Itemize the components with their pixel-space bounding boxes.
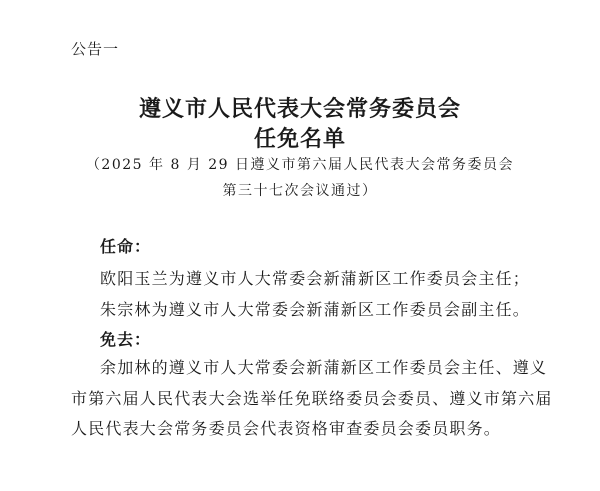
document-title-line-2: 任免名单 bbox=[253, 126, 346, 152]
adoption-note-line-1: （2025 年 8 月 29 日遵义市第六届人民代表大会常务委员会 bbox=[85, 157, 515, 173]
removal-line: 余加林的遵义市人大常委会新蒲新区工作委员会主任、遵义 bbox=[100, 358, 548, 377]
adoption-note-line-2: 第三十七次会议通过） bbox=[222, 183, 378, 199]
removal-line: 市第六届人民代表大会选举任免联络委员会委员、遵义市第六届 bbox=[71, 388, 553, 408]
removal-paragraph bbox=[71, 353, 553, 445]
appointment-item: 欧阳玉兰为遵义市人大常委会新蒲新区工作委员会主任； bbox=[100, 269, 531, 288]
appointment-item: 朱宗林为遵义市人大常委会新蒲新区工作委员会副主任。 bbox=[100, 300, 531, 319]
notice-label: 公告一 bbox=[71, 40, 120, 58]
document-title-line-1: 遵义市人民代表大会常务委员会 bbox=[138, 96, 461, 122]
removal-line: 人民代表大会常务委员会代表资格审查委员会委员职务。 bbox=[71, 419, 502, 438]
removal-heading: 免去： bbox=[100, 330, 152, 349]
appointment-heading: 任命： bbox=[100, 237, 152, 256]
